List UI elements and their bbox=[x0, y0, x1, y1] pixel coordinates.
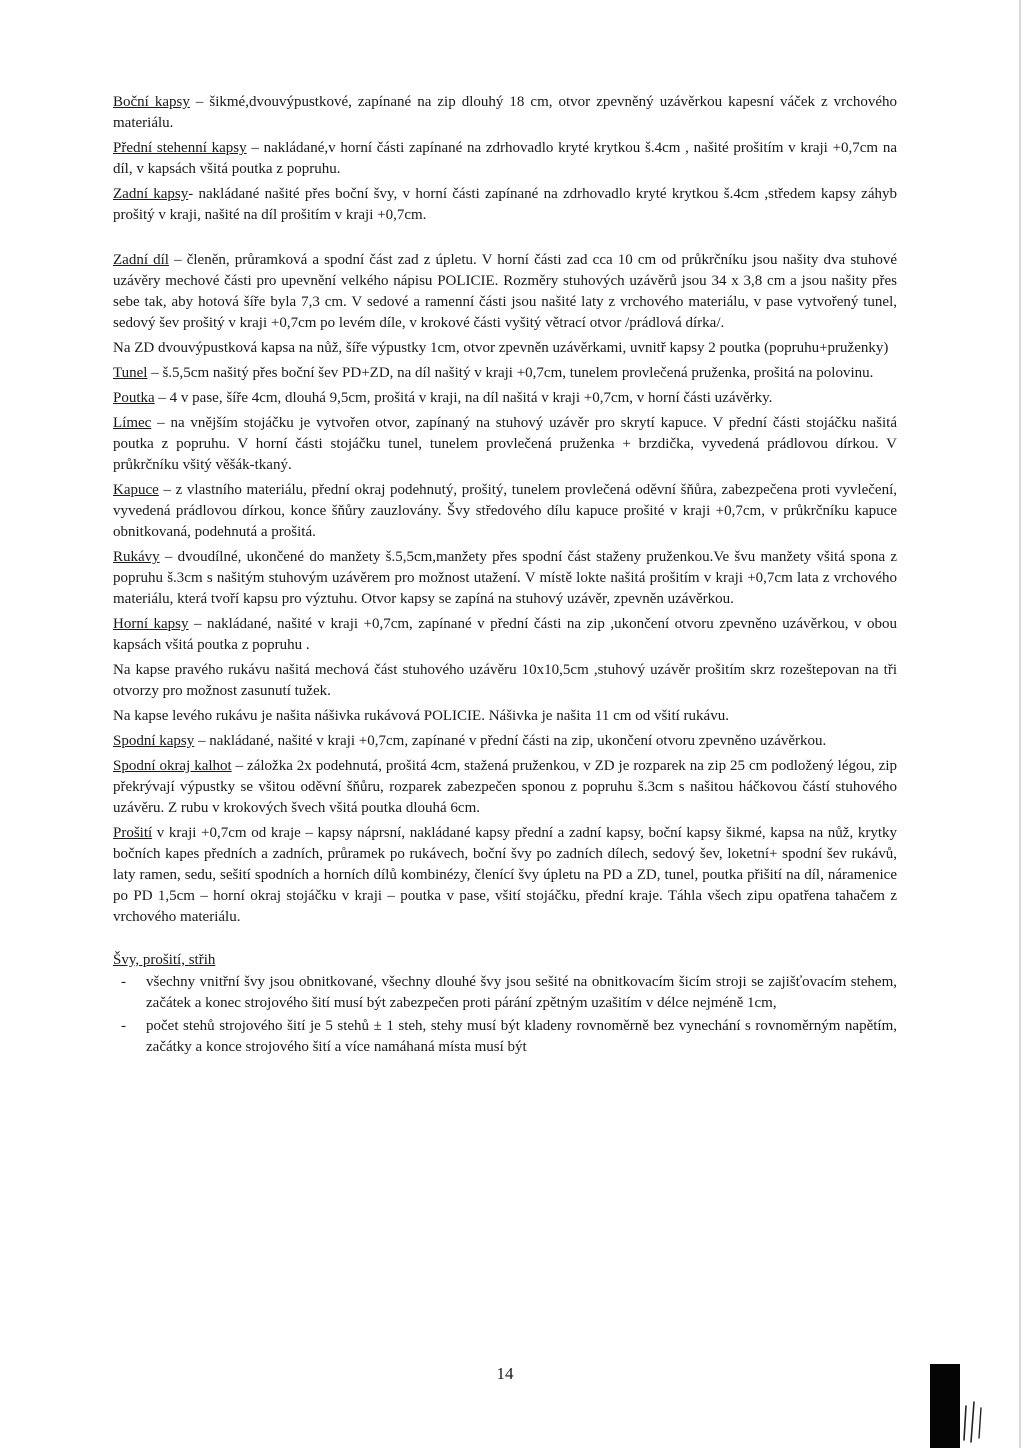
paragraph-text: – šikmé,dvouvýpustkové, zapínané na zip dlouhý 18 cm, otvor zpevněný uzávěrkou kapesní váček z vrchového materiálu. bbox=[113, 94, 897, 131]
page-edge-shadow bbox=[1019, 0, 1021, 1448]
paragraph-lead: Zadní kapsy bbox=[113, 186, 189, 202]
paragraph-text: – š.5,5cm našitý přes boční šev PD+ZD, na díl našitý v kraji +0,7cm, tunelem provlečená pruženka, prošitá na polovinu. bbox=[147, 365, 874, 381]
paragraph-lead: Límec bbox=[113, 415, 152, 431]
paragraph-text: v kraji +0,7cm od kraje – kapsy náprsní, nakládané kapsy přední a zadní kapsy, boční kapsy šikmé, kapsa na nůž, krytky bočních kapes předních a zadních, průramek po rukávech, boční švy po zadních dílech, sedový šev, loketní+ spodní šev rukávů, laty ramen, sedu, sešití spodních a horních dílů kombinézy, členící švy úpletu na PD a ZD, tunel, poutka přišití na díl, náramenice po PD 1,5cm – horní okraj stojáčku v kraji – poutka v pase, všití stojáčku, přední kraje. Táhla všech zipu opatřena tahačem z vrchového materiálu. bbox=[113, 825, 897, 925]
bullet-marker: - bbox=[121, 1018, 126, 1034]
paragraph-text: Na kapse levého rukávu je našita nášivka rukávová POLICIE. Nášivka je našita 11 cm od všití rukávu. bbox=[113, 708, 729, 724]
paragraph-predni-stehenni-kapsy bbox=[113, 138, 897, 180]
paragraph-text: – z vlastního materiálu, přední okraj podehnutý, prošitý, tunelem provlečená oděvní šňůra, zabezpečena proti vyvlečení, vyvedená prádlovou dírkou, konce šňůry zauzlovány. Švy středového dílu kapuce prošité v kraji +0,7cm, v průkrčníku kapuce obnitkovaná, podehnutá a prošitá. bbox=[113, 482, 897, 540]
paragraph-text: – členěn, průramková a spodní část zad z úpletu. V horní části zad cca 10 cm od průkrčníku jsou našity dva stuhové uzávěry mechové části pro upevnění velkého nápisu POLICIE. Rozměry stuhových uzávěrů jsou 34 x 3,8 cm a jsou našity přes sebe tak, aby hotová šíře byla 7,3 cm. V sedové a ramenní části jsou našité laty z vrchového materiálu, v pase vytvořený tunel, sedový šev prošitý v kraji +0,7cm po levém díle, v krokové části vyšitý větrací otvor /prádlová dírka/. bbox=[113, 252, 898, 331]
paragraph-tunel bbox=[113, 363, 897, 384]
paragraph-lead: Spodní kapsy bbox=[113, 733, 195, 749]
paragraph-lead: Prošití bbox=[113, 825, 153, 841]
paragraph-lead: Tunel bbox=[113, 365, 148, 381]
paragraph-text: – na vnějším stojáčku je vytvořen otvor, zapínaný na stuhový uzávěr pro skrytí kapuce. V přední části stojáčku našitá poutka z popruhu. V horní části stojáčku tunel, tunelem provlečená pruženka + brzdička, vyvedená prádlovou dírkou. V průkrčníku všitý věšák-tkaný. bbox=[113, 415, 897, 473]
paragraph-rukavy bbox=[113, 547, 897, 610]
handwritten-initials-mark bbox=[960, 1398, 990, 1444]
paragraph-pravy-rukav bbox=[113, 660, 897, 702]
paragraph-text: – dvoudílné, ukončené do manžety š.5,5cm,manžety přes spodní část staženy pruženkou.Ve švu manžety všitá spona z popruhu š.3cm s našitým stuhovým uzávěrem pro možnost utažení. V místě lokte našitá prošitím v kraji +0,7cm lata z vrchového materiálu, která tvoří kapsu pro výztuhu. Otvor kapsy se zapíná na stuhový uzávěr, zpevněn uzávěrkou. bbox=[113, 549, 897, 607]
paragraph-bocni-kapsy bbox=[113, 92, 897, 134]
scan-black-bar bbox=[930, 1364, 960, 1448]
document-body bbox=[113, 92, 897, 1060]
list-item bbox=[113, 972, 897, 1014]
paragraph-kapuce bbox=[113, 480, 897, 543]
paragraph-lead: Spodní okraj kalhot bbox=[113, 758, 232, 774]
paragraph-lead: Poutka bbox=[113, 390, 155, 406]
paragraph-limec bbox=[113, 413, 897, 476]
list-item-text: všechny vnitřní švy jsou obnitkované, všechny dlouhé švy jsou sešité na obnitkovacím šicím stroji se zajišťovacím stehem, začátek a konec strojového šití musí být zabezpečen proti párání zpětným uzašitím v délce nejméně 1cm, bbox=[146, 974, 897, 1011]
list-item-text: počet stehů strojového šití je 5 stehů ± 1 steh, stehy musí být kladeny rovnoměrně bez vynechání s rovnoměrným napětím, začátky a konce strojového šití a více namáhaná místa musí být bbox=[146, 1018, 897, 1055]
paragraph-text: – záložka 2x podehnutá, prošitá 4cm, stažená pruženkou, v ZD je rozparek na zip 25 cm podložený légou, zip překrývají výpustky se všitou oděvní šňůru, rozparek zabezpečen sponou z popruhu š.3cm s našitou háčkovou částí stuhového uzávěru. Z rubu v krokových švech všitá poutka dlouhá 6cm. bbox=[113, 758, 897, 816]
paragraph-lead: Rukávy bbox=[113, 549, 160, 565]
section-heading: Švy, prošití, střih bbox=[113, 952, 216, 968]
paragraph-lead: Přední stehenní kapsy bbox=[113, 140, 247, 156]
paragraph-text: Na kapse pravého rukávu našitá mechová část stuhového uzávěru 10x10,5cm ,stuhový uzávěr prošitím skrz rozeštepovan na tři otvorzy pro možnost zasunutí tužek. bbox=[113, 662, 897, 699]
paragraph-text: – 4 v pase, šíře 4cm, dlouhá 9,5cm, prošitá v kraji, na díl našitá v kraji +0,7cm, v horní části uzávěrky. bbox=[154, 390, 773, 406]
paragraph-lead: Boční kapsy bbox=[113, 94, 190, 110]
paragraph-text: – nakládané,v horní části zapínané na zdrhovadlo kryté krytkou š.4cm , našité prošitím v kraji +0,7cm na díl, v kapsách všitá poutka z popruhu. bbox=[113, 140, 897, 177]
paragraph-text: - nakládané našité přes boční švy, v horní části zapínané na zdrhovadlo kryté krytkou š.4cm ,středem kapsy záhyb prošitý v kraji, našité na díl prošitím v kraji +0,7cm. bbox=[113, 186, 897, 223]
paragraph-lead: Kapuce bbox=[113, 482, 159, 498]
list-item bbox=[113, 1016, 897, 1058]
paragraph-spodni-okraj-kalhot bbox=[113, 756, 897, 819]
paragraph-kapsa-na-nuz bbox=[113, 338, 897, 359]
paragraph-lead: Zadní díl bbox=[113, 252, 169, 268]
bullet-list bbox=[113, 972, 897, 1058]
paragraph-levy-rukav bbox=[113, 706, 897, 727]
paragraph-horni-kapsy bbox=[113, 614, 897, 656]
paragraph-text: – nakládané, našité v kraji +0,7cm, zapínané v přední části na zip, ukončení otvoru zpevněno uzávěrkou. bbox=[194, 733, 827, 749]
paragraph-poutka bbox=[113, 388, 897, 409]
paragraph-spodni-kapsy bbox=[113, 731, 897, 752]
paragraph-prositi bbox=[113, 823, 897, 928]
paragraph-zadni-dil bbox=[113, 250, 897, 334]
paragraph-zadni-kapsy bbox=[113, 184, 897, 226]
paragraph-lead: Horní kapsy bbox=[113, 616, 189, 632]
paragraph-text: – nakládané, našité v kraji +0,7cm, zapínané v přední části na zip ,ukončení otvoru zpevněno uzávěrkou, v obou kapsách všitá poutka z popruhu . bbox=[113, 616, 897, 653]
bullet-marker: - bbox=[121, 974, 126, 990]
paragraph-text: Na ZD dvouvýpustková kapsa na nůž, šíře výpustky 1cm, otvor zpevněn uzávěrkami, uvnitř kapsy 2 poutka (popruhu+pruženky) bbox=[113, 340, 889, 356]
page-number: 14 bbox=[496, 1364, 514, 1383]
